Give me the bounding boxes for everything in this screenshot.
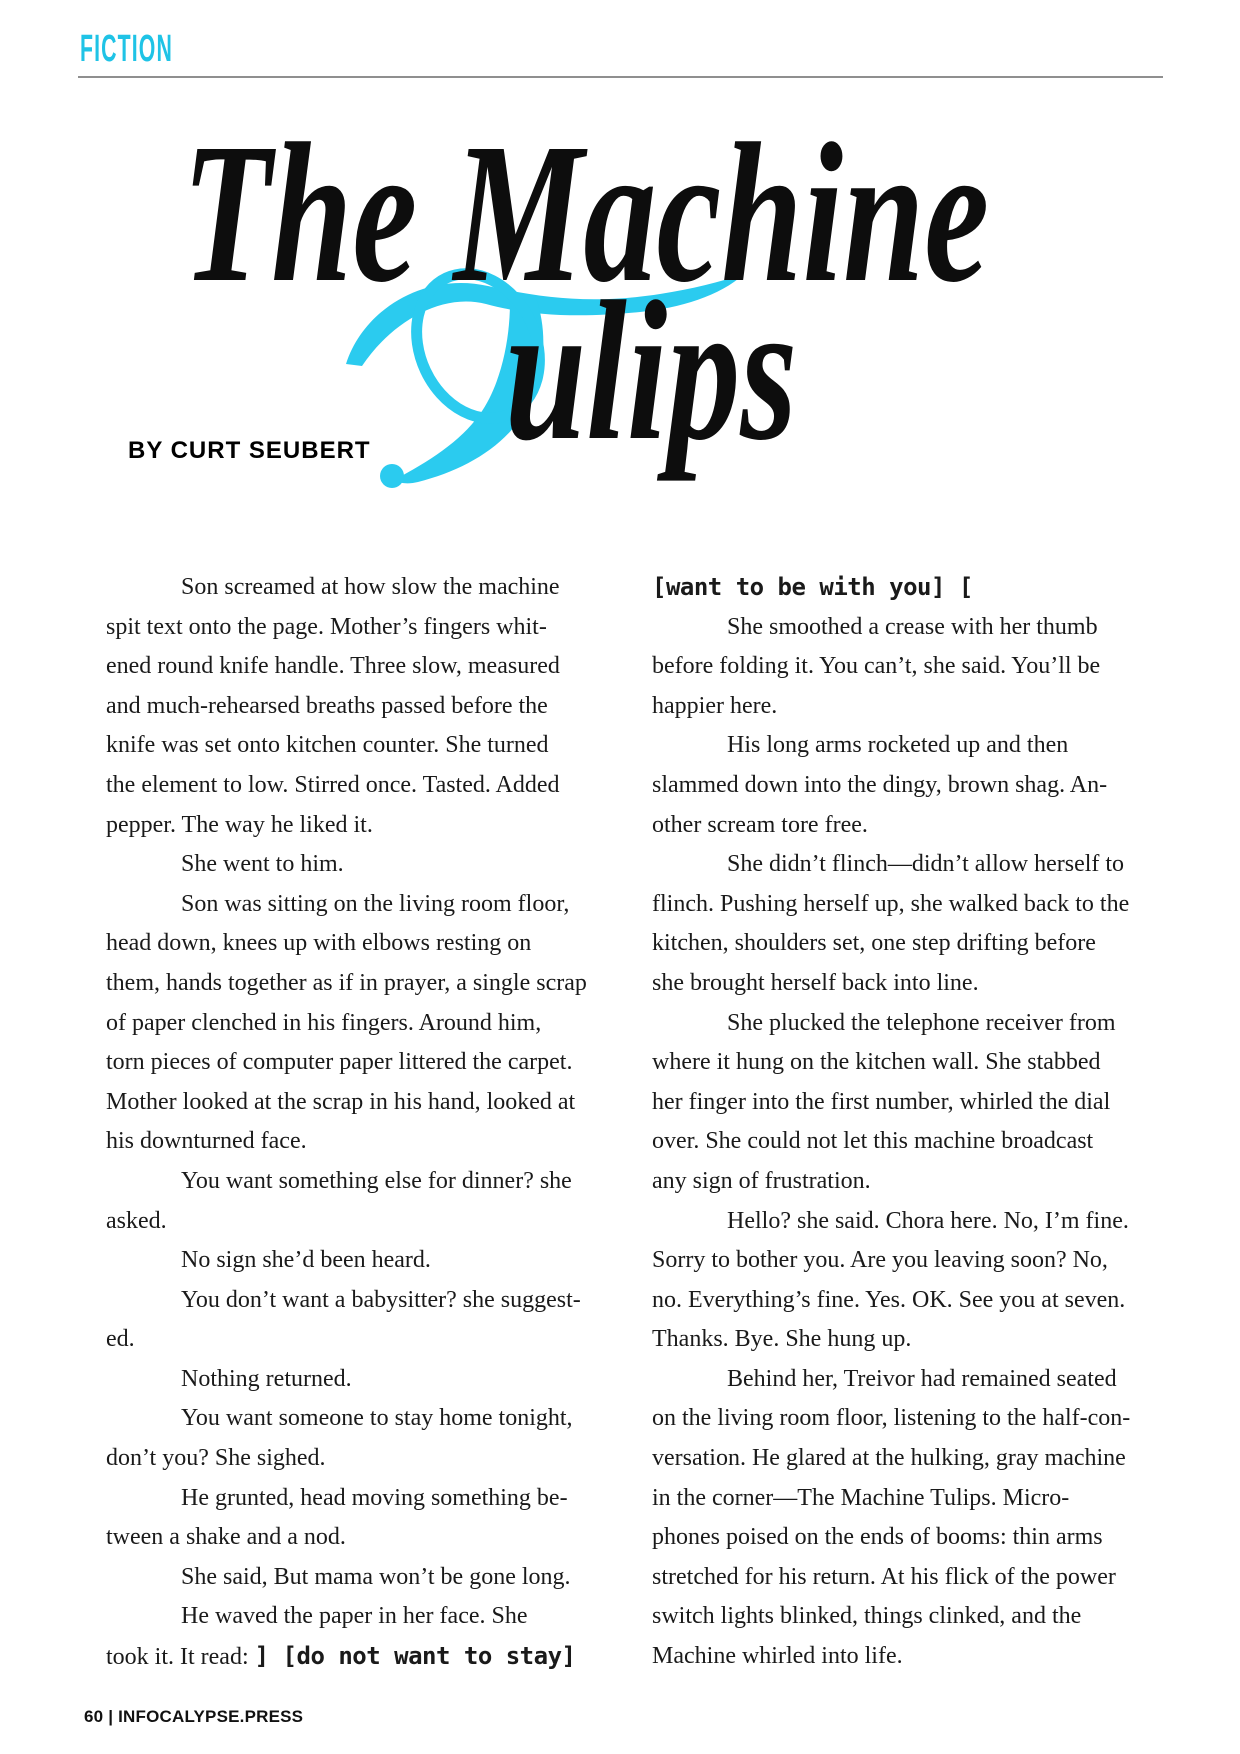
story-text: phones poised on the ends of booms: thin arms [652, 1524, 1103, 1551]
story-text: her finger into the first number, whirled the dial [652, 1088, 1111, 1115]
story-text: she brought herself back into line. [652, 969, 979, 996]
story-text: Son screamed at how slow the machine [181, 574, 560, 600]
story-text: She plucked the telephone receiver from [727, 1009, 1116, 1036]
story-line [106, 647, 636, 687]
story-text: over. She could not let this machine broadcast [652, 1128, 1094, 1155]
story-text: versation. He glared at the hulking, gray machine [652, 1445, 1126, 1472]
story-text: ened round knife handle. Three slow, measured [106, 653, 560, 680]
story-line [106, 1122, 636, 1162]
story-line [106, 1637, 636, 1677]
story-text: You don’t want a babysitter? she suggest- [181, 1286, 581, 1313]
story-line [652, 1202, 1182, 1242]
story-text: in the corner—The Machine Tulips. Micro- [652, 1484, 1070, 1511]
story-text: tween a shake and a nod. [106, 1524, 346, 1551]
story-text: pepper. The way he liked it. [106, 811, 373, 838]
story-line [652, 1043, 1182, 1083]
story-line [652, 1518, 1182, 1558]
story-line [652, 647, 1182, 687]
story-line [106, 1043, 636, 1083]
story-text: She said, But mama won’t be gone long. [181, 1563, 571, 1590]
story-line [106, 1320, 636, 1360]
story-line [106, 1597, 636, 1637]
story-line [652, 1637, 1182, 1677]
story-line [106, 806, 636, 846]
story-line [106, 766, 636, 806]
story-line [652, 1241, 1182, 1281]
story-line [652, 766, 1182, 806]
story-text: He waved the paper in her face. She [181, 1603, 528, 1630]
story-text: knife was set onto kitchen counter. She turned [106, 732, 549, 759]
story-text: Son was sitting on the living room floor, [181, 890, 570, 917]
story-text: switch lights blinked, things clinked, and the [652, 1603, 1082, 1630]
story-line [106, 1162, 636, 1202]
story-text: any sign of frustration. [652, 1167, 871, 1194]
story-line [652, 806, 1182, 846]
story-line [652, 885, 1182, 925]
story-line [106, 1518, 636, 1558]
story-text: Machine whirled into life. [652, 1643, 903, 1670]
story-line [652, 964, 1182, 1004]
page-footer: 60 | INFOCALYPSE.PRESS [84, 1707, 304, 1726]
story-line [106, 964, 636, 1004]
story-line [652, 1479, 1182, 1519]
story-line [106, 1360, 636, 1400]
story-text: other scream tore free. [652, 811, 868, 838]
story-line [106, 1004, 636, 1044]
story-line [106, 1439, 636, 1479]
story-text: don’t you? She sighed. [106, 1445, 326, 1472]
story-text: the element to low. Stirred once. Tasted. Added [106, 771, 560, 798]
story-line [652, 1360, 1182, 1400]
machine-text: [want to be with you] [ [652, 573, 973, 601]
story-line [652, 568, 1182, 608]
story-text: You want someone to stay home tonight, [181, 1405, 573, 1432]
story-line [106, 845, 636, 885]
story-text: torn pieces of computer paper littered the carpet. [106, 1049, 573, 1076]
story-line [652, 1083, 1182, 1123]
story-line [106, 924, 636, 964]
page-title-line1: The Machine [182, 103, 990, 324]
story-text: asked. [106, 1207, 167, 1234]
story-text: happier here. [652, 692, 778, 719]
story-text: She didn’t flinch—didn’t allow herself to [727, 851, 1125, 878]
story-line [106, 687, 636, 727]
story-line [652, 1399, 1182, 1439]
story-text: No sign she’d been heard. [181, 1247, 431, 1274]
story-line [106, 1202, 636, 1242]
story-text: flinch. Pushing herself up, she walked back to the [652, 890, 1130, 917]
story-text: Nothing returned. [181, 1365, 352, 1392]
story-column-right [652, 568, 1182, 1677]
story-line [652, 1162, 1182, 1202]
story-text: She smoothed a crease with her thumb [727, 613, 1098, 640]
story-text: on the living room floor, listening to the half-con- [652, 1405, 1131, 1432]
story-line [106, 1558, 636, 1598]
story-text: of paper clenched in his fingers. Around him, [106, 1009, 542, 1036]
story-text: before folding it. You can’t, she said. You’ll be [652, 653, 1101, 680]
story-text: and much-rehearsed breaths passed before the [106, 692, 548, 719]
machine-text: ] [do not want to stay] [254, 1642, 576, 1671]
header-rule [78, 76, 1163, 78]
story-text: stretched for his return. At his flick of the power [652, 1563, 1116, 1590]
story-text: where it hung on the kitchen wall. She stabbed [652, 1049, 1101, 1076]
story-column-left [106, 568, 636, 1677]
story-text: took it. It read: [106, 1644, 255, 1671]
story-line [106, 1281, 636, 1321]
story-text: Behind her, Treivor had remained seated [727, 1365, 1117, 1392]
story-line [652, 687, 1182, 727]
story-line [652, 726, 1182, 766]
story-text: Mother looked at the scrap in his hand, looked at [106, 1088, 576, 1115]
story-line [652, 1281, 1182, 1321]
story-text: his downturned face. [106, 1128, 307, 1155]
story-text: head down, knees up with elbows resting on [106, 930, 532, 957]
story-line [106, 608, 636, 648]
story-line [106, 726, 636, 766]
story-line [652, 1004, 1182, 1044]
story-text: He grunted, head moving something be- [181, 1484, 568, 1511]
story-line [652, 1320, 1182, 1360]
story-text: Thanks. Bye. She hung up. [652, 1326, 912, 1353]
story-line [652, 1122, 1182, 1162]
byline: BY CURT SEUBERT [128, 437, 371, 464]
story-line [106, 1083, 636, 1123]
story-text: ed. [106, 1326, 135, 1353]
story-line [106, 1399, 636, 1439]
story-text: them, hands together as if in prayer, a single scrap [106, 969, 587, 996]
section-label: FICTION [80, 28, 173, 70]
story-line [106, 568, 636, 608]
story-text: His long arms rocketed up and then [727, 732, 1069, 759]
story-line [106, 1241, 636, 1281]
story-line [652, 1597, 1182, 1637]
page-title-line2: ulips [505, 261, 798, 482]
story-text: kitchen, shoulders set, one step drifting before [652, 930, 1096, 957]
story-line [106, 885, 636, 925]
story-line [106, 1479, 636, 1519]
story-line [652, 608, 1182, 648]
story-text: Hello? she said. Chora here. No, I’m fine. [727, 1207, 1129, 1234]
story-line [652, 1558, 1182, 1598]
story-text: spit text onto the page. Mother’s fingers whit- [106, 613, 547, 640]
story-text: She went to him. [181, 851, 344, 878]
story-line [652, 845, 1182, 885]
story-text: Sorry to bother you. Are you leaving soon? No, [652, 1247, 1108, 1274]
story-text: You want something else for dinner? she [181, 1167, 572, 1194]
story-text: slammed down into the dingy, brown shag. An- [652, 771, 1108, 798]
story-line [652, 1439, 1182, 1479]
story-line [652, 924, 1182, 964]
story-text: no. Everything’s fine. Yes. OK. See you at seven. [652, 1286, 1126, 1313]
